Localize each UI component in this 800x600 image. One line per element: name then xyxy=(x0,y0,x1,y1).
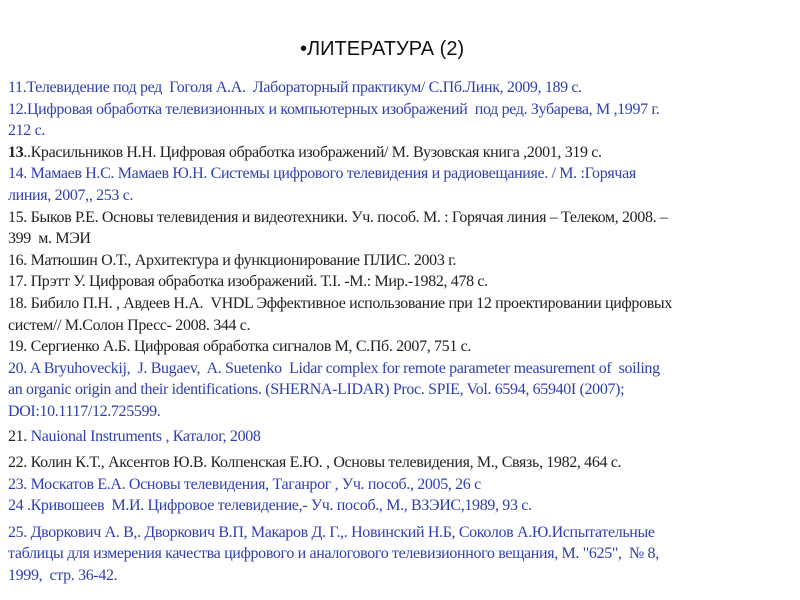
reference-text: 1999, стр. 36-42. xyxy=(8,567,118,585)
reference-text: .Кривошеев М.И. Цифровое телевидение,- Уч. пособ., М., ВЗЭИС,1989, 93 с. xyxy=(23,497,532,515)
reference-line xyxy=(8,495,798,517)
reference-item xyxy=(8,293,798,336)
reference-item xyxy=(8,426,798,448)
reference-item xyxy=(8,163,798,206)
reference-number: 18. xyxy=(8,294,27,312)
reference-number: 20. xyxy=(8,359,27,377)
reference-line xyxy=(8,271,798,293)
reference-text: Цифровая обработка телевизионных и компьютерных изображений под ред. Зубарева, М ,1997 г. xyxy=(26,100,660,118)
reference-number: 24 xyxy=(8,497,24,515)
reference-item xyxy=(8,474,798,496)
reference-line xyxy=(8,379,798,401)
reference-number: 23. xyxy=(8,475,27,493)
reference-item xyxy=(8,452,798,474)
reference-number: 19. xyxy=(8,338,27,356)
reference-text: Колин К.Т., Аксентов Ю.В. Колпенская Е.Ю. , Основы телевидения, М., Связь, 1982, 464 с. xyxy=(26,454,622,472)
reference-number: 11. xyxy=(8,79,27,96)
reference-number: 17. xyxy=(8,273,27,291)
reference-item xyxy=(8,77,798,99)
reference-line xyxy=(8,474,798,496)
reference-text: ..Красильников Н.Н. Цифровая обработка изображений/ М. Вузовская книга ,2001, 319 с. xyxy=(23,143,602,161)
reference-text: систем// М.Солон Пресс- 2008. 344 с. xyxy=(8,316,251,334)
reference-line xyxy=(8,185,798,207)
reference-text: Бибило П.Н. , Авдеев Н.А. VHDL Эффективное использование при 12 проектировании цифровых xyxy=(26,294,672,312)
reference-text: таблицы для измерения качества цифрового и аналогового телевизионного вещания, М. "625", № 8, xyxy=(8,545,659,563)
reference-line xyxy=(8,336,798,358)
reference-text: Москатов Е.А. Основы телевидения, Таганрог , Уч. пособ., 2005, 26 с xyxy=(26,475,481,493)
reference-text: Мамаев Н.С. Мамаев Ю.Н. Системы цифрового телевидения и радиовещанияе. / М. :Горячая xyxy=(26,165,636,183)
reference-text: линия, 2007,, 253 с. xyxy=(8,186,134,204)
reference-text: 399 м. МЭИ xyxy=(8,230,91,248)
reference-text: DOI:10.1117/12.725599. xyxy=(8,402,161,420)
reference-line xyxy=(8,401,798,423)
reference-item xyxy=(8,207,798,250)
reference-line xyxy=(8,120,798,142)
reference-list xyxy=(8,77,798,587)
reference-text: Матюшин О.Т., Архитектура и функционирование ПЛИС. 2003 г. xyxy=(26,251,457,269)
reference-number: 14. xyxy=(8,165,27,183)
reference-number: 25. xyxy=(8,523,27,541)
reference-number: 12. xyxy=(8,100,27,118)
reference-number: 15. xyxy=(8,208,27,226)
reference-item xyxy=(8,336,798,358)
reference-text: Nauional Instruments , Каталог, 2008 xyxy=(26,427,261,445)
reference-text: Дворкович А. В,. Дворкович В.П, Макаров Д. Г.,. Новинский Н.Б, Соколов А.Ю.Испытательные xyxy=(26,523,655,541)
reference-line xyxy=(8,207,798,229)
reference-text: 212 с. xyxy=(8,122,46,140)
reference-item xyxy=(8,99,798,142)
reference-line xyxy=(8,77,798,99)
reference-line xyxy=(8,543,798,565)
reference-item xyxy=(8,142,798,164)
reference-text: A Bryuhoveckij, J. Bugaev, A. Suetenko Lidar complex for remote parameter measurement of soiling xyxy=(26,359,660,377)
reference-text: Быков Р.Е. Основы телевидения и видеотехники. Уч. пособ. М. : Горячая линия – Телеком, 2008. – xyxy=(26,208,668,226)
reference-line xyxy=(8,358,798,380)
reference-item xyxy=(8,358,798,423)
reference-number: 21. xyxy=(8,427,27,445)
reference-number: 13 xyxy=(8,143,24,161)
reference-text: an organic origin and their identifications. (SHERNA-LIDAR) Proc. SPIE, Vol. 6594, 65940I (2007); xyxy=(8,381,625,399)
slide-title: •ЛИТЕРАТУРА (2) xyxy=(300,38,465,60)
reference-line xyxy=(8,452,798,474)
reference-text: Прэтт У. Цифровая обработка изображений. Т.I. -М.: Мир.-1982, 478 с. xyxy=(26,273,488,291)
reference-line xyxy=(8,228,798,250)
reference-number: 22. xyxy=(8,454,27,472)
reference-item xyxy=(8,522,798,587)
reference-line xyxy=(8,142,798,164)
reference-line xyxy=(8,293,798,315)
reference-item xyxy=(8,250,798,272)
reference-item xyxy=(8,495,798,517)
reference-line xyxy=(8,315,798,337)
reference-line xyxy=(8,426,798,448)
reference-line xyxy=(8,250,798,272)
reference-line xyxy=(8,163,798,185)
reference-line xyxy=(8,565,798,587)
reference-line xyxy=(8,522,798,544)
reference-text: Сергиенко А.Б. Цифровая обработка сигналов М, С.Пб. 2007, 751 с. xyxy=(26,338,472,356)
reference-text: Телевидение под ред Гоголя А.А. Лабораторный практикум/ С.Пб.Линк, 2009, 189 с. xyxy=(26,79,582,96)
reference-item xyxy=(8,271,798,293)
reference-line xyxy=(8,99,798,121)
reference-number: 16. xyxy=(8,251,27,269)
